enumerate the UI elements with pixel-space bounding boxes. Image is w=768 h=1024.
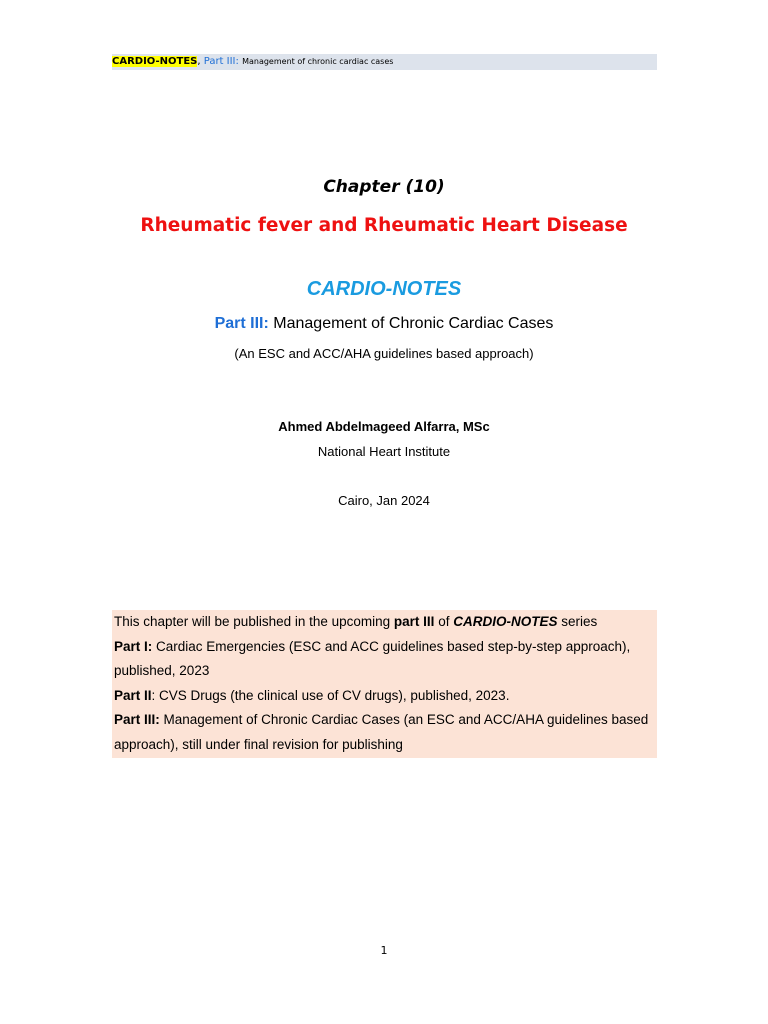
intro-part-ref: part III	[393, 614, 435, 629]
part-heading	[0, 315, 768, 333]
header-series-name: CARDIO-NOTES	[112, 56, 198, 67]
publication-note-intro	[114, 610, 657, 635]
intro-text-end: series	[557, 614, 598, 629]
part-3-entry	[114, 708, 657, 757]
running-header	[112, 54, 657, 70]
part-3-text: Management of Chronic Cardiac Cases (an ESC and ACC/AHA guidelines based approach), still under final revision for publishing	[114, 712, 649, 752]
part-1-entry	[114, 635, 657, 684]
author-institution: National Heart Institute	[317, 444, 451, 459]
header-part-label: Part III	[203, 56, 236, 67]
part-1-text: Cardiac Emergencies (ESC and ACC guidelines based step-by-step approach), published, 2023	[114, 638, 631, 678]
chapter-number: Chapter (10)	[323, 177, 445, 197]
publication-note-box	[112, 610, 657, 758]
header-separator: ,	[197, 56, 204, 67]
intro-text-mid: of	[434, 614, 454, 629]
series-title: CARDIO-NOTES	[306, 278, 462, 300]
intro-text-start: This chapter will be published in the upcoming	[114, 614, 394, 629]
part-label: Part III:	[214, 315, 269, 332]
part-2-text: : CVS Drugs (the clinical use of CV drugs), published, 2023.	[151, 687, 510, 703]
part-2-label: Part II	[114, 687, 152, 703]
header-part-description: Management of chronic cardiac cases	[242, 57, 394, 66]
author-name: Ahmed Abdelmageed Alfarra, MSc	[278, 419, 490, 434]
part-2-entry	[114, 684, 657, 709]
book-subtitle: (An ESC and ACC/AHA guidelines based approach)	[234, 346, 534, 361]
intro-series-name: CARDIO-NOTES	[453, 614, 558, 629]
part-3-label: Part III:	[114, 712, 160, 727]
part-1-label: Part I:	[114, 638, 153, 654]
chapter-title: Rheumatic fever and Rheumatic Heart Disease	[140, 215, 628, 236]
place-and-date: Cairo, Jan 2024	[338, 493, 430, 508]
header-colon: :	[235, 56, 243, 67]
page-number: 1	[380, 944, 388, 957]
part-title: Management of Chronic Cardiac Cases	[268, 315, 554, 332]
